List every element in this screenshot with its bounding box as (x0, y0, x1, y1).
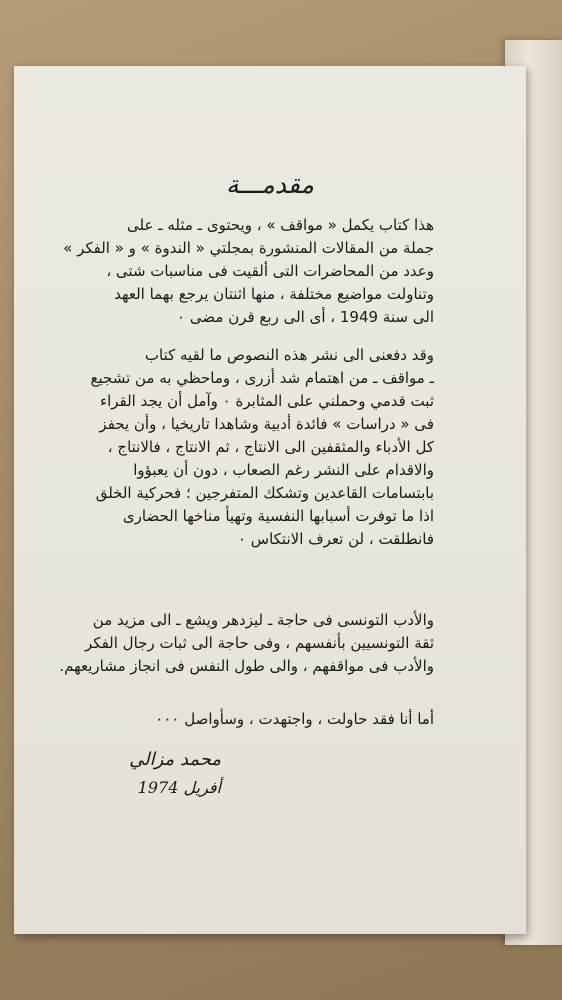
text-line: ـ مواقف ـ من اهتمام شد أزرى ، وماحظي به من تشجيع (90, 369, 434, 387)
text-line: والاقدام على النشر رغم الصعاب ، دون أن يعبؤوا (133, 461, 434, 479)
text-line: بابتسامات القاعدين وتشكك المتفرجين ؛ فحركية الخلق (95, 484, 434, 502)
text-line: والأدب فى مواقفهم ، والى طول النفس فى انجاز مشاريعهم. (59, 657, 434, 675)
text-line: فى « دراسات » فائدة أدبية وشاهدا تاريخيا ، وأن يحفز (99, 415, 434, 433)
book-page (14, 66, 526, 934)
text-line: جملة من المقالات المنشورة بمجلتي « الندوة » و « الفكر » (63, 239, 434, 257)
text-line: فانطلقت ، لن تعرف الانتكاس ٠ (237, 530, 434, 548)
page-heading: مقدمـــة (226, 170, 314, 199)
text-line: الى سنة 1949 ، أى الى ربع قرن مضى ٠ (177, 308, 434, 326)
text-line: اذا ما توفرت أسبابها النفسية وتهيأ مناخها الحضارى (122, 507, 434, 525)
date-line: أفريل 1974 (137, 778, 221, 797)
text-line: أما أنا فقد حاولت ، واجتهدت ، وسأواصل ٠٠٠ (155, 710, 434, 728)
text-line: وقد دفعنى الى نشر هذه النصوص ما لقيه كتاب (144, 346, 434, 364)
text-line: والأدب التونسى فى حاجة ـ ليزدهر ويشع ـ الى مزيد من (92, 611, 434, 629)
author-signature: محمد مزالي (129, 749, 221, 770)
text-line: هذا كتاب يكمل « مواقف » ، ويحتوى ـ مثله ـ على (127, 216, 434, 234)
text-line: كل الأدباء والمثقفين الى الانتاج ، ثم الانتاج ، فالانتاج ، (107, 438, 434, 456)
text-line: ثقة التونسيين بأنفسهم ، وفى حاجة الى ثبات رجال الفكر (85, 634, 434, 652)
text-line: وعدد من المحاضرات التى ألقيت فى مناسبات شتى ، (106, 262, 434, 280)
text-line: ثبت قدمي وحملني على المثابرة ٠ وآمل أن يجد القراء (100, 392, 434, 410)
text-line: وتناولت مواضيع مختلفة ، منها اثنتان يرجع بهما العهد (114, 285, 434, 303)
